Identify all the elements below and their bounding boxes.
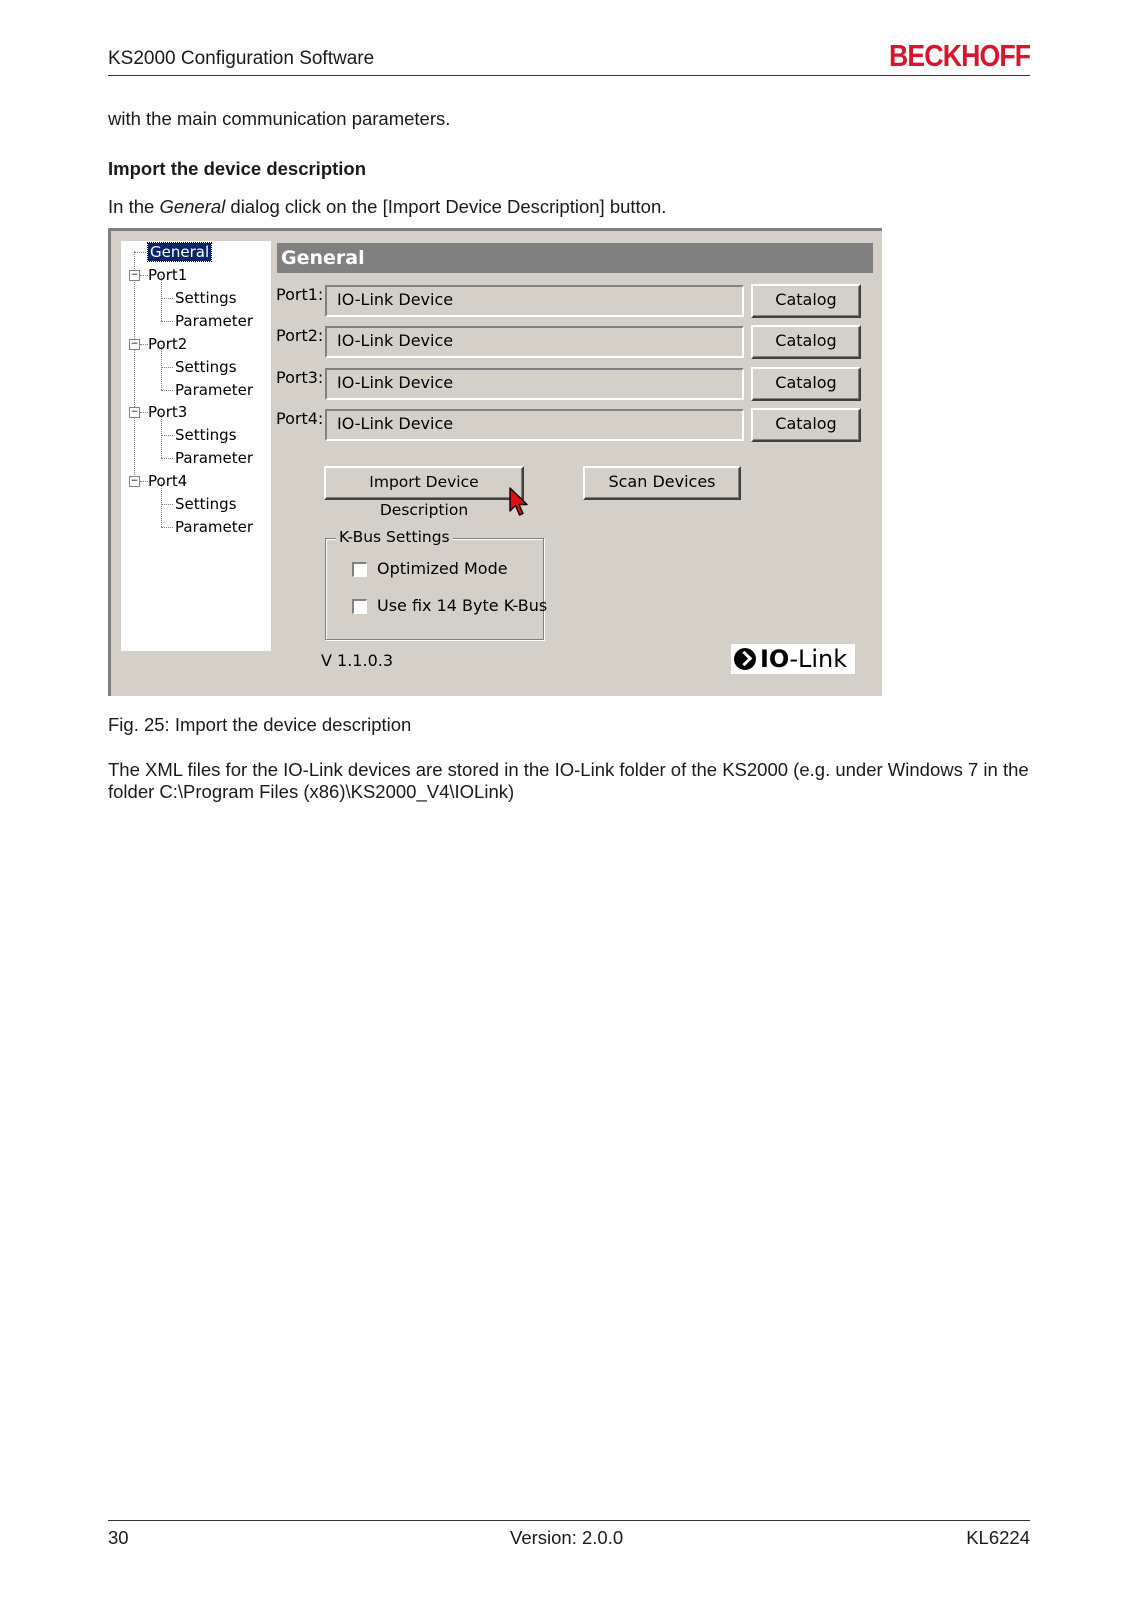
tree-item-port2-settings[interactable]: Settings	[175, 358, 237, 376]
fix-14-byte-kbus-label: Use fix 14 Byte K-Bus	[377, 596, 548, 615]
footer-rule	[108, 1520, 1030, 1521]
iolink-logo-rest: -Link	[789, 645, 848, 673]
port3-catalog-button[interactable]: Catalog	[751, 367, 861, 401]
panel-title-bar: General	[277, 243, 873, 273]
port3-device-field[interactable]: IO-Link Device	[325, 368, 744, 400]
port2-device-field[interactable]: IO-Link Device	[325, 326, 744, 358]
tree-item-port2[interactable]: Port2	[148, 335, 188, 353]
product-name: KL6224	[966, 1527, 1030, 1548]
instruction-emphasis: General	[159, 196, 226, 217]
tree-connector	[161, 527, 173, 528]
import-device-description-button[interactable]: Import Device Description	[324, 466, 524, 500]
header-rule	[108, 75, 1030, 76]
tree-item-port3[interactable]: Port3	[148, 403, 188, 421]
collapse-icon[interactable]: −	[130, 339, 139, 349]
tree-connector	[134, 252, 146, 253]
fix-14-byte-kbus-checkbox[interactable]	[352, 599, 367, 614]
instruction-prefix: In the	[108, 196, 160, 217]
kbus-settings-group	[325, 538, 544, 640]
instruction-suffix: dialog click on the [Import Device Description] button.	[225, 196, 667, 217]
general-dialog-screenshot	[108, 228, 882, 696]
tree-connector	[140, 481, 148, 482]
optimized-mode-label: Optimized Mode	[377, 559, 508, 578]
version-label: V 1.1.0.3	[321, 651, 394, 670]
port1-device-field[interactable]: IO-Link Device	[325, 285, 744, 317]
tree-item-port4-parameter[interactable]: Parameter	[175, 518, 254, 536]
port4-label: Port4:	[276, 409, 324, 428]
tree-item-general-label: General	[150, 243, 210, 261]
tree-connector	[140, 344, 148, 345]
tree-item-port3-settings[interactable]: Settings	[175, 426, 237, 444]
mouse-cursor-icon	[509, 487, 531, 519]
document-version: Version: 2.0.0	[510, 1527, 624, 1548]
port4-device-field[interactable]: IO-Link Device	[325, 409, 744, 441]
tree-connector	[134, 251, 135, 483]
iolink-logo	[731, 644, 855, 674]
tree-item-port3-parameter[interactable]: Parameter	[175, 449, 254, 467]
tree-connector	[161, 367, 173, 368]
tree-connector	[140, 275, 148, 276]
port2-catalog-button[interactable]: Catalog	[751, 325, 861, 359]
port3-label: Port3:	[276, 368, 324, 387]
tree-connector	[161, 321, 173, 322]
tree-connector	[161, 458, 173, 459]
beckhoff-logo: BECKHOFF	[888, 38, 1030, 73]
running-header-title: KS2000 Configuration Software	[108, 48, 375, 69]
instruction-text	[108, 196, 666, 218]
iolink-emblem-icon	[734, 648, 756, 670]
collapse-icon[interactable]: −	[130, 270, 139, 280]
tree-connector	[161, 298, 173, 299]
config-tree[interactable]	[121, 241, 271, 651]
figure-caption: Fig. 25: Import the device description	[108, 714, 412, 735]
tree-item-port4[interactable]: Port4	[148, 472, 188, 490]
kbus-settings-legend: K-Bus Settings	[336, 528, 453, 546]
port2-label: Port2:	[276, 326, 324, 345]
section-heading: Import the device description	[108, 158, 367, 179]
port1-catalog-button[interactable]: Catalog	[751, 284, 861, 318]
tree-item-port4-settings[interactable]: Settings	[175, 495, 237, 513]
tree-connector	[161, 435, 173, 436]
tree-connector	[161, 390, 173, 391]
tree-connector	[161, 504, 173, 505]
page-number: 30	[108, 1527, 129, 1548]
intro-text: with the main communication parameters.	[108, 108, 451, 129]
xml-location-note: The XML files for the IO-Link devices are stored in the IO-Link folder of the KS2000 (e.g. under Windows 7 in the folder C:\Program Files (x86)\KS2000_V4\IOLink)	[108, 759, 1029, 802]
tree-item-port2-parameter[interactable]: Parameter	[175, 381, 254, 399]
collapse-icon[interactable]: −	[130, 407, 139, 417]
collapse-icon[interactable]: −	[130, 476, 139, 486]
tree-item-port1-settings[interactable]: Settings	[175, 289, 237, 307]
tree-item-port1-parameter[interactable]: Parameter	[175, 312, 254, 330]
tree-item-port1[interactable]: Port1	[148, 266, 188, 284]
scan-devices-button[interactable]: Scan Devices	[583, 466, 741, 500]
iolink-logo-bold: IO	[760, 645, 790, 673]
port4-catalog-button[interactable]: Catalog	[751, 408, 861, 442]
tree-item-general[interactable]	[148, 242, 211, 262]
optimized-mode-checkbox[interactable]	[352, 562, 367, 577]
tree-connector	[140, 412, 148, 413]
port1-label: Port1:	[276, 285, 324, 304]
